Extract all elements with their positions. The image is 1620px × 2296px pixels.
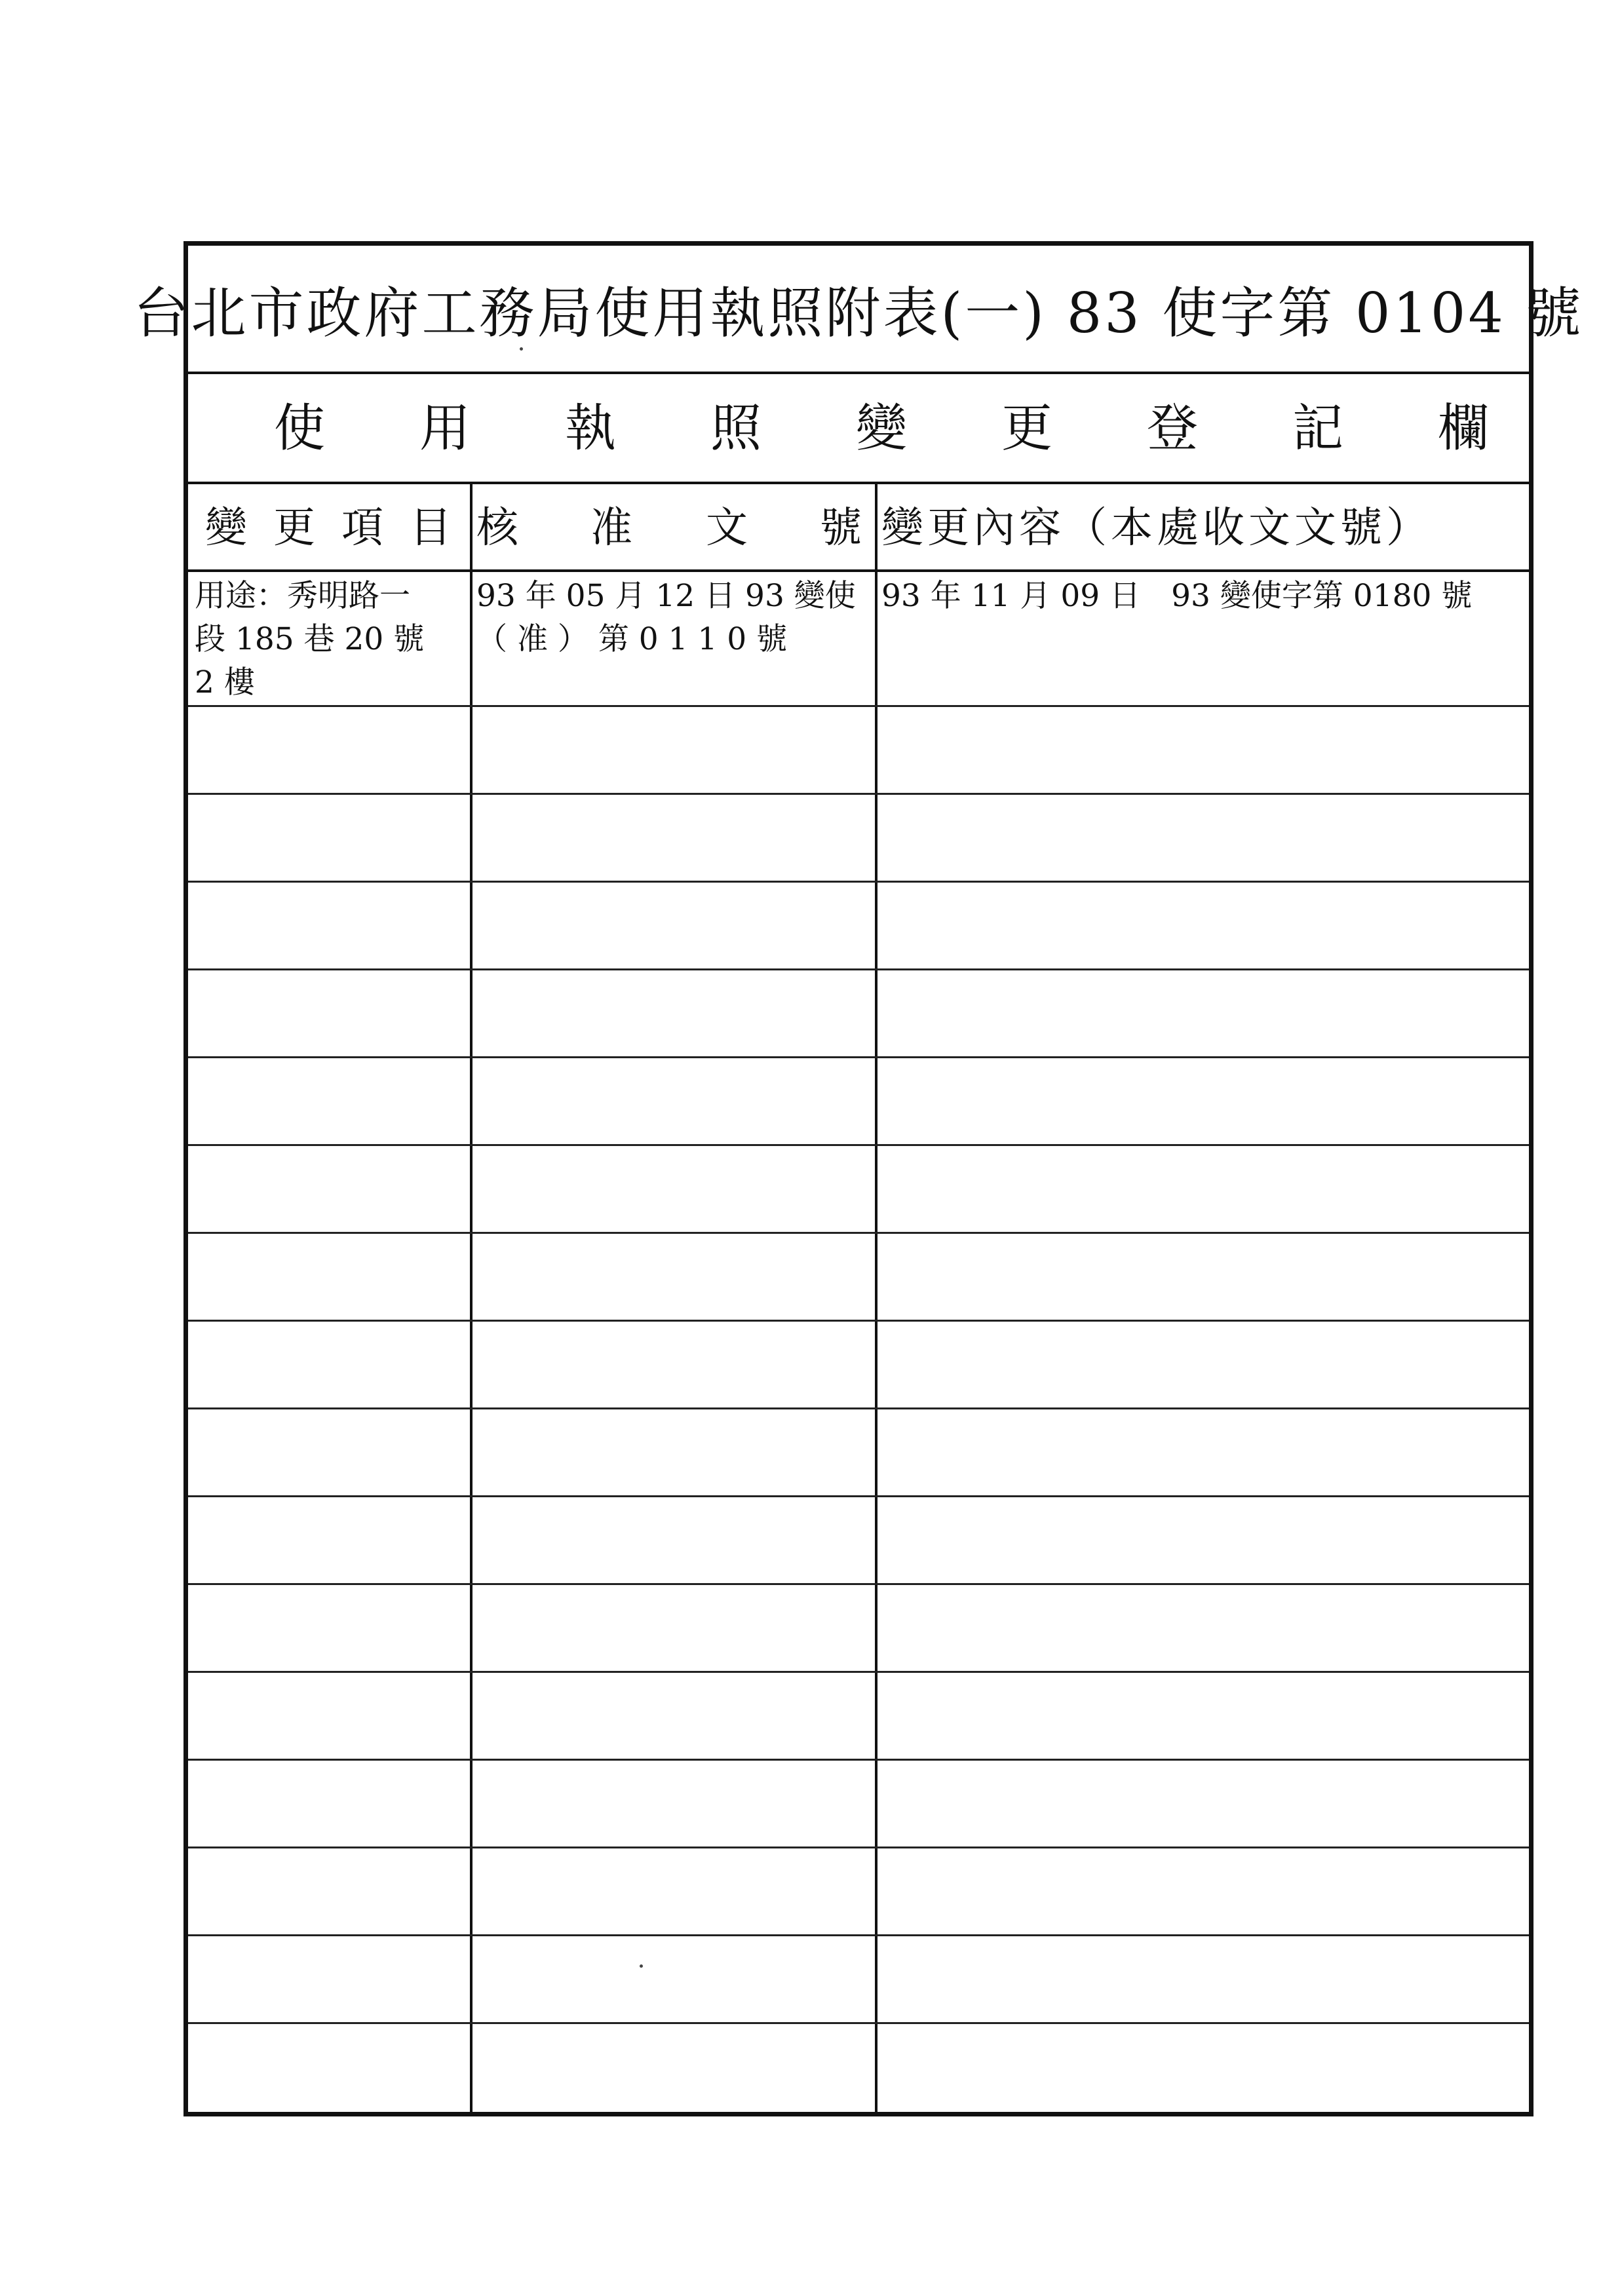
- column-header-char: 更: [273, 504, 315, 552]
- table-row: [188, 1058, 1529, 1146]
- scan-speck: [640, 1964, 643, 1968]
- column-header-change-item: [188, 484, 470, 572]
- heading-char: 照: [710, 399, 762, 458]
- column-header-char: 項: [341, 504, 383, 552]
- column-header-char: 變: [205, 504, 247, 552]
- table-row: [188, 795, 1529, 883]
- cell-line: 2 樓: [195, 664, 255, 700]
- change-content-cell: [881, 575, 1472, 618]
- table-row: [188, 1585, 1529, 1673]
- table-row: [188, 1848, 1529, 1936]
- approval-number-cell: [476, 575, 856, 661]
- heading-char: 記: [1292, 399, 1343, 458]
- column-header-label: 變更內容（本處收文文號）: [881, 504, 1432, 552]
- heading-char: 欄: [1437, 399, 1489, 458]
- column-header-char: 目: [410, 504, 452, 552]
- heading-char: 登: [1146, 399, 1198, 458]
- table-row: [188, 883, 1529, 970]
- table-row: [188, 1497, 1529, 1585]
- table-row: [188, 1761, 1529, 1848]
- table-row: [188, 2024, 1529, 2112]
- heading-char: 變: [855, 399, 907, 458]
- cell-line: （ 准 ） 第 0 1 1 0 號: [476, 621, 788, 657]
- table-row: [188, 1322, 1529, 1409]
- table-row: [188, 1234, 1529, 1322]
- scan-speck: [520, 347, 523, 351]
- table-row: [188, 970, 1529, 1058]
- heading-char: 執: [564, 399, 616, 458]
- document-title-row: [133, 246, 1584, 374]
- column-header-char: 號: [820, 504, 862, 552]
- cell-line: 段 185 巷 20 號: [195, 621, 425, 657]
- table-row: [188, 1409, 1529, 1497]
- cell-line: 93 年 05 月 12 日 93 變使: [476, 578, 856, 614]
- column-header-approval-number: [470, 484, 875, 572]
- document-title: 台北市政府工務局使用執照附表(一) 83 使字第 0104 號: [133, 280, 1584, 345]
- change-item-cell: [195, 575, 424, 704]
- heading-char: 更: [1001, 399, 1052, 458]
- table-row: [188, 1146, 1529, 1234]
- cell-line: 用途：秀明路一: [195, 578, 410, 614]
- column-header-change-content: [875, 484, 1529, 572]
- heading-char: 使: [273, 399, 325, 458]
- table-row: [188, 707, 1529, 795]
- column-header-char: 文: [706, 504, 748, 552]
- table-row: [188, 1673, 1529, 1761]
- column-header-char: 核: [476, 504, 518, 552]
- cell-line: 93 年 11 月 09 日 93 變使字第 0180 號: [881, 578, 1473, 614]
- license-appendix-table: [133, 241, 1584, 2116]
- change-register-heading: [188, 374, 1529, 484]
- heading-char: 用: [419, 399, 471, 458]
- table-row: [188, 1936, 1529, 2024]
- table-row: [188, 572, 1529, 707]
- column-header-char: 准: [590, 504, 632, 552]
